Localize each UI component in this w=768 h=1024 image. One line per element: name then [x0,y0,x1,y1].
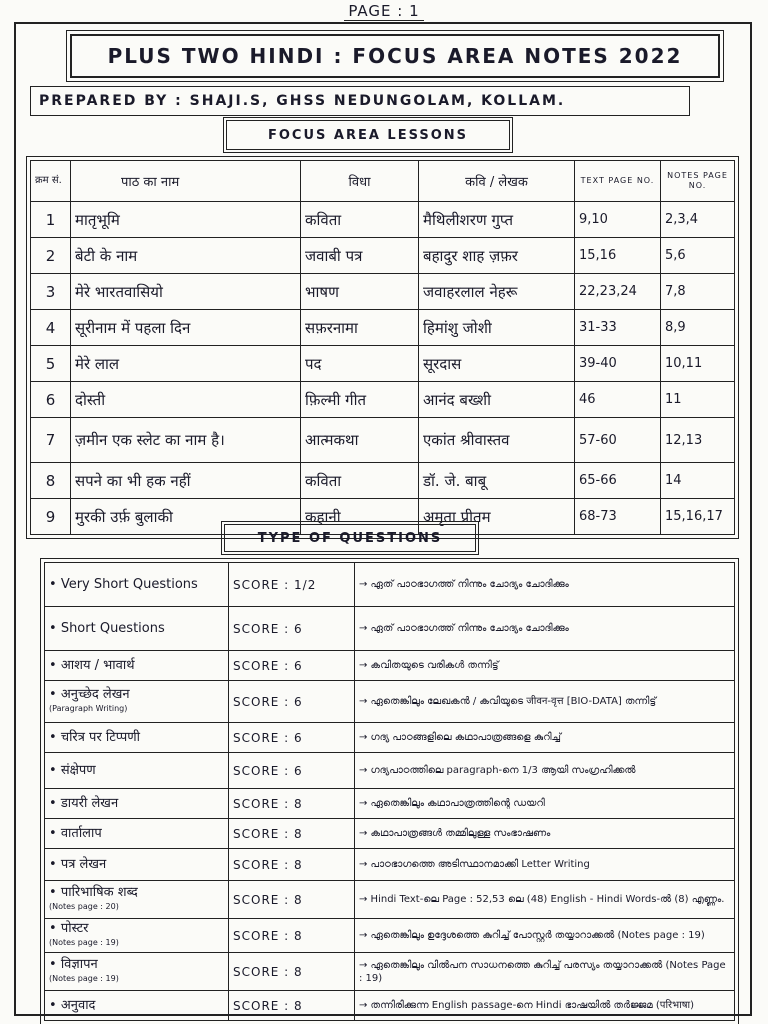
question-desc: → പാഠഭാഗത്തെ അടിസ്ഥാനമാക്കി Letter Writing [355,849,735,881]
col-serial: क्रम सं. [31,161,71,202]
table-row [45,953,735,991]
lesson-author: जवाहरलाल नेहरू [419,274,575,310]
lesson-no: 4 [31,310,71,346]
table-row [45,753,735,789]
question-type: • पत्र लेखन [45,849,229,881]
lesson-name: मेरे भारतवासियो [71,274,301,310]
table-row [31,463,735,499]
lesson-notes-page: 2,3,4 [661,202,735,238]
lesson-no: 2 [31,238,71,274]
col-text-page: TEXT PAGE NO. [575,161,661,202]
table-row [45,607,735,651]
lessons-heading: FOCUS AREA LESSONS [226,120,510,150]
table-row [45,651,735,681]
table-row [31,346,735,382]
col-genre: विधा [301,161,419,202]
question-desc: → ഗദ്യപാഠത്തിലെ paragraph-നെ 1/3 ആയി സംഗ്രഹിക്കൽ [355,753,735,789]
lesson-no: 1 [31,202,71,238]
col-notes-page: NOTES PAGE NO. [661,161,735,202]
lesson-name: बेटी के नाम [71,238,301,274]
lesson-author: बहादुर शाह ज़फ़र [419,238,575,274]
question-desc: → ഏതെങ്കിലും ഉദ്ദേശത്തെ കുറിച്ച് പോസ്റ്റർ തയ്യാറാക്കൽ (Notes page : 19) [355,919,735,953]
question-score: SCORE : 6 [229,607,355,651]
lesson-genre: फ़िल्मी गीत [301,382,419,418]
question-score: SCORE : 8 [229,919,355,953]
lesson-author: आनंद बख्शी [419,382,575,418]
lesson-notes-page: 14 [661,463,735,499]
lesson-author: एकांत श्रीवास्तव [419,418,575,463]
question-types-table [44,562,735,1021]
lesson-text-page: 65-66 [575,463,661,499]
lesson-text-page: 15,16 [575,238,661,274]
lesson-author: मैथिलीशरण गुप्त [419,202,575,238]
question-desc: → Hindi Text-ലെ Page : 52,53 ലെ (48) English - Hindi Words-ൽ (8) എണ്ണം. [355,881,735,919]
table-row [45,849,735,881]
question-type: • पारिभाषिक शब्द (Notes page : 20) [45,881,229,919]
table-row [45,681,735,723]
lesson-notes-page: 5,6 [661,238,735,274]
lesson-no: 6 [31,382,71,418]
page-number: PAGE : 1 [0,2,768,20]
question-score: SCORE : 8 [229,789,355,819]
lesson-no: 3 [31,274,71,310]
question-type: • अनुवाद [45,991,229,1021]
table-row [31,310,735,346]
lesson-text-page: 31-33 [575,310,661,346]
types-heading: TYPE OF QUESTIONS [224,524,476,552]
question-desc: → ഏതെങ്കിലും കഥാപാത്രത്തിന്റെ ഡയറി [355,789,735,819]
lesson-text-page: 9,10 [575,202,661,238]
question-type: • आशय / भावार्थ [45,651,229,681]
table-row [45,789,735,819]
question-score: SCORE : 8 [229,881,355,919]
table-row [45,991,735,1021]
lesson-no: 8 [31,463,71,499]
col-author: कवि / लेखक [419,161,575,202]
lesson-genre: कहानी [301,499,419,535]
table-row [31,238,735,274]
lesson-genre: कविता [301,202,419,238]
table-row [45,723,735,753]
lesson-notes-page: 11 [661,382,735,418]
lesson-no: 9 [31,499,71,535]
question-desc: → ഗദ്യ പാഠങ്ങളിലെ കഥാപാത്രങ്ങളെ കുറിച്ച് [355,723,735,753]
table-row [45,563,735,607]
lesson-genre: सफ़रनामा [301,310,419,346]
lesson-name: सूरीनाम में पहला दिन [71,310,301,346]
question-score: SCORE : 6 [229,681,355,723]
col-lesson-name: पाठ का नाम [71,161,301,202]
page-title: PLUS TWO HINDI : FOCUS AREA NOTES 2022 [70,34,720,78]
table-row [31,418,735,463]
lesson-name: मातृभूमि [71,202,301,238]
lesson-no: 7 [31,418,71,463]
question-score: SCORE : 6 [229,753,355,789]
prepared-by: PREPARED BY : SHAJI.S, GHSS NEDUNGOLAM, KOLLAM. [30,86,690,116]
lesson-notes-page: 7,8 [661,274,735,310]
lesson-name: सपने का भी हक नहीं [71,463,301,499]
question-desc: → ഏത് പാഠഭാഗത്ത് നിന്നും ചോദ്യം ചോദിക്കും [355,563,735,607]
lesson-name: ज़मीन एक स्लेट का नाम है। [71,418,301,463]
lessons-header-row [31,161,735,202]
question-desc: → ഏതെങ്കിലും ലേഖകൻ / കവിയുടെ जीवन-वृत्त [BIO-DATA] തന്നിട്ട് [355,681,735,723]
lesson-text-page: 57-60 [575,418,661,463]
question-type: • चरित्र पर टिप्पणी [45,723,229,753]
lesson-text-page: 39-40 [575,346,661,382]
lesson-text-page: 46 [575,382,661,418]
lesson-name: मेरे लाल [71,346,301,382]
question-desc: → തന്നിരിക്കുന്ന English passage-നെ Hindi ഭാഷയിൽ തർജ്ജമ (परिभाषा) [355,991,735,1021]
lesson-author: डॉ. जे. बाबू [419,463,575,499]
lesson-text-page: 22,23,24 [575,274,661,310]
lesson-name: दोस्ती [71,382,301,418]
table-row [45,819,735,849]
question-type: • संक्षेपण [45,753,229,789]
question-desc: → കഥാപാത്രങ്ങൾ തമ്മിലുള്ള സംഭാഷണം [355,819,735,849]
lesson-notes-page: 12,13 [661,418,735,463]
question-type: • वार्तालाप [45,819,229,849]
question-desc: → ഏത് പാഠഭാഗത്ത് നിന്നും ചോദ്യം ചോദിക്കും [355,607,735,651]
lesson-genre: आत्मकथा [301,418,419,463]
question-type: • अनुच्छेद लेखन (Paragraph Writing) [45,681,229,723]
lesson-no: 5 [31,346,71,382]
question-desc: → ഏതെങ്കിലും വിൽപന സാധനത്തെ കുറിച്ച് പരസ്യം തയ്യാറാക്കൽ (Notes Page : 19) [355,953,735,991]
lesson-genre: जवाबी पत्र [301,238,419,274]
question-type: • विज्ञापन (Notes page : 19) [45,953,229,991]
table-row [31,382,735,418]
question-score: SCORE : 6 [229,651,355,681]
question-score: SCORE : 8 [229,819,355,849]
question-score: SCORE : 8 [229,953,355,991]
question-type: • पोस्टर (Notes page : 19) [45,919,229,953]
table-row [31,274,735,310]
question-desc: → കവിതയുടെ വരികൾ തന്നിട്ട് [355,651,735,681]
question-score: SCORE : 8 [229,991,355,1021]
table-row [45,881,735,919]
table-row [45,919,735,953]
question-type: • Very Short Questions [45,563,229,607]
lesson-genre: भाषण [301,274,419,310]
lesson-author: सूरदास [419,346,575,382]
question-type: • डायरी लेखन [45,789,229,819]
lesson-author: हिमांशु जोशी [419,310,575,346]
table-row [31,202,735,238]
lesson-genre: कविता [301,463,419,499]
lesson-notes-page: 10,11 [661,346,735,382]
lessons-table [30,160,735,535]
lesson-author: अमृता प्रीतम [419,499,575,535]
question-score: SCORE : 1/2 [229,563,355,607]
lesson-notes-page: 8,9 [661,310,735,346]
lesson-name: मुरकी उर्फ़ बुलाकी [71,499,301,535]
question-score: SCORE : 8 [229,849,355,881]
question-type: • Short Questions [45,607,229,651]
lesson-genre: पद [301,346,419,382]
lesson-text-page: 68-73 [575,499,661,535]
question-score: SCORE : 6 [229,723,355,753]
lesson-notes-page: 15,16,17 [661,499,735,535]
